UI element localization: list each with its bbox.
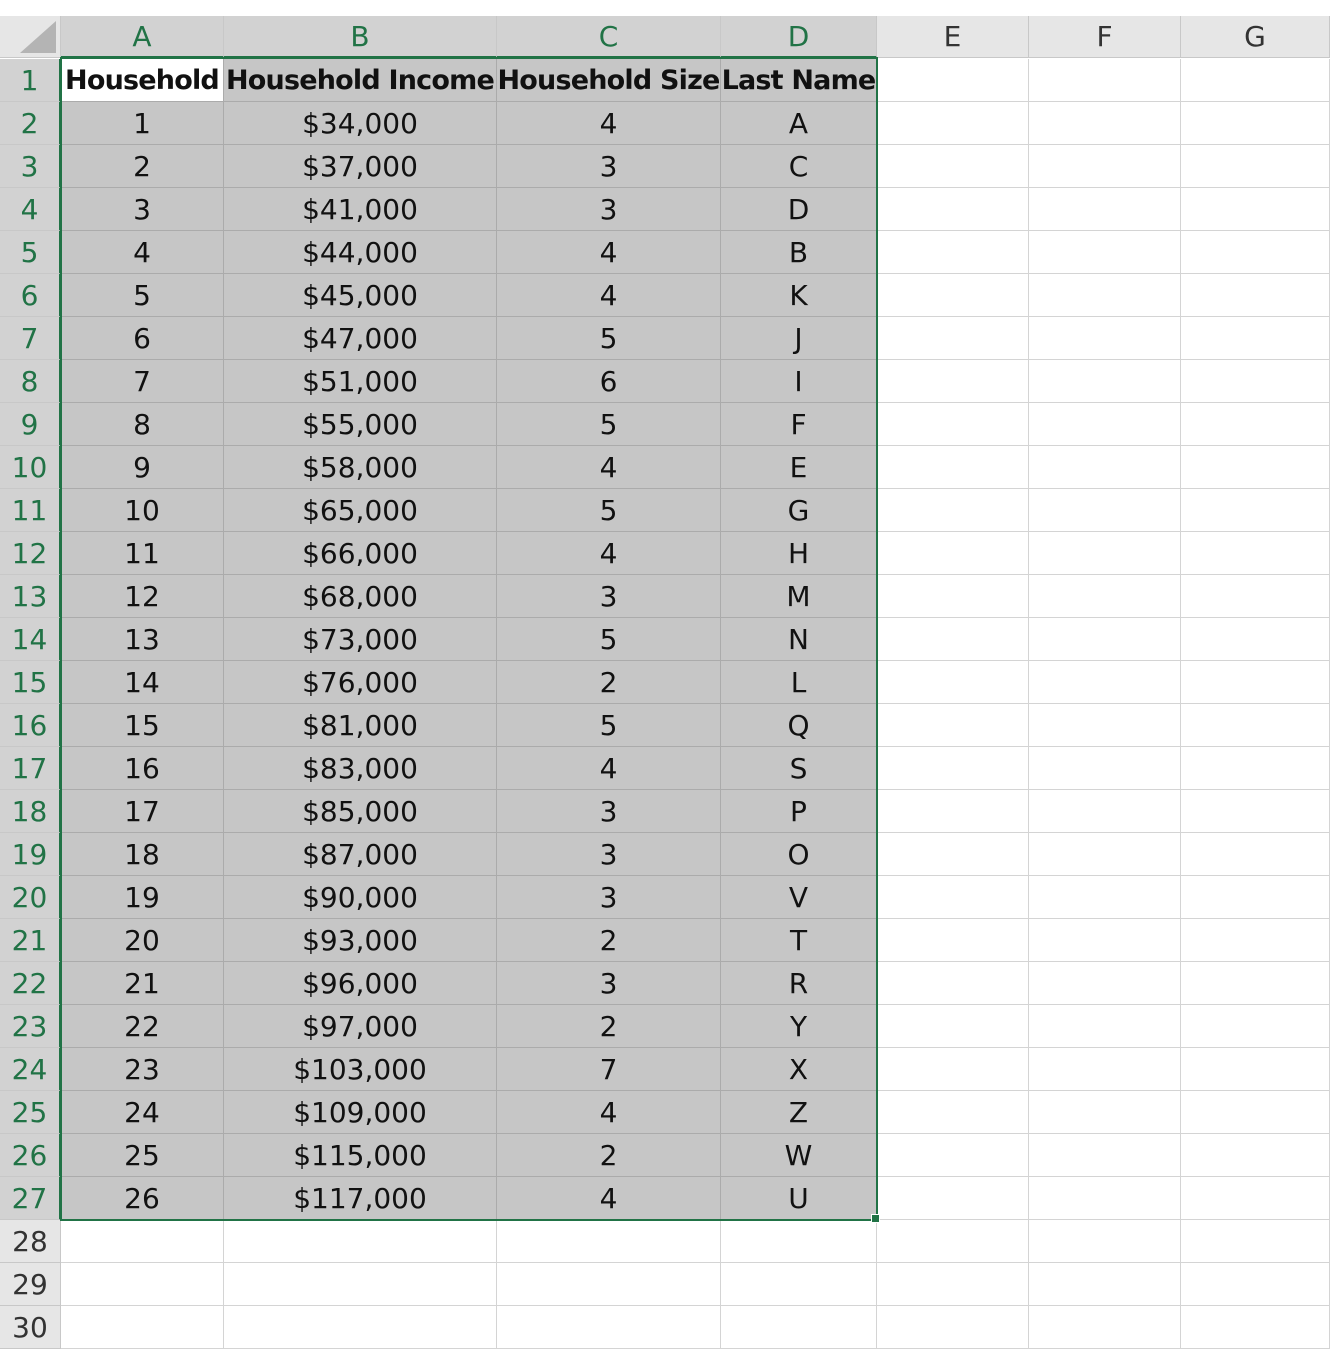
table-cell[interactable]: 4 [497, 532, 721, 575]
table-cell[interactable]: 4 [497, 1177, 721, 1220]
empty-cell[interactable] [1181, 876, 1330, 919]
table-cell[interactable]: 3 [497, 145, 721, 188]
empty-cell[interactable] [1181, 360, 1330, 403]
table-cell[interactable]: 10 [61, 489, 224, 532]
row-header-17[interactable]: 17 [0, 747, 61, 790]
row-header-27[interactable]: 27 [0, 1177, 61, 1220]
empty-cell[interactable] [1029, 403, 1181, 446]
table-cell[interactable]: 26 [61, 1177, 224, 1220]
empty-cell[interactable] [1029, 1306, 1181, 1349]
table-cell[interactable]: 2 [497, 1134, 721, 1177]
empty-cell[interactable] [877, 231, 1029, 274]
empty-cell[interactable] [877, 618, 1029, 661]
empty-cell[interactable] [1181, 1134, 1330, 1177]
table-cell[interactable]: $117,000 [224, 1177, 497, 1220]
table-cell[interactable]: 11 [61, 532, 224, 575]
table-header-cell[interactable]: Last Name [721, 59, 877, 102]
row-header-15[interactable]: 15 [0, 661, 61, 704]
table-cell[interactable]: 2 [61, 145, 224, 188]
row-header-4[interactable]: 4 [0, 188, 61, 231]
empty-cell[interactable] [721, 1263, 877, 1306]
table-cell[interactable]: $76,000 [224, 661, 497, 704]
row-header-11[interactable]: 11 [0, 489, 61, 532]
empty-cell[interactable] [1181, 1005, 1330, 1048]
table-cell[interactable]: $73,000 [224, 618, 497, 661]
empty-cell[interactable] [1029, 790, 1181, 833]
empty-cell[interactable] [877, 532, 1029, 575]
table-header-cell[interactable]: Household Size [497, 59, 721, 102]
empty-cell[interactable] [1181, 102, 1330, 145]
column-header-a[interactable]: A [61, 16, 224, 58]
fill-handle[interactable] [871, 1214, 880, 1223]
table-cell[interactable]: 19 [61, 876, 224, 919]
empty-cell[interactable] [877, 1177, 1029, 1220]
empty-cell[interactable] [1181, 790, 1330, 833]
empty-cell[interactable] [877, 274, 1029, 317]
empty-cell[interactable] [1029, 231, 1181, 274]
empty-cell[interactable] [1029, 1048, 1181, 1091]
table-cell[interactable]: I [721, 360, 877, 403]
table-cell[interactable]: E [721, 446, 877, 489]
row-header-16[interactable]: 16 [0, 704, 61, 747]
empty-cell[interactable] [1029, 532, 1181, 575]
table-cell[interactable]: S [721, 747, 877, 790]
empty-cell[interactable] [877, 575, 1029, 618]
table-cell[interactable]: $81,000 [224, 704, 497, 747]
empty-cell[interactable] [877, 102, 1029, 145]
empty-cell[interactable] [877, 489, 1029, 532]
empty-cell[interactable] [721, 1306, 877, 1349]
empty-cell[interactable] [1029, 704, 1181, 747]
table-header-cell[interactable]: Household Income [224, 59, 497, 102]
empty-cell[interactable] [877, 790, 1029, 833]
table-cell[interactable]: 5 [497, 403, 721, 446]
table-cell[interactable]: 17 [61, 790, 224, 833]
table-cell[interactable]: $97,000 [224, 1005, 497, 1048]
table-cell[interactable]: G [721, 489, 877, 532]
table-cell[interactable]: 4 [497, 274, 721, 317]
row-header-30[interactable]: 30 [0, 1306, 61, 1349]
table-cell[interactable]: $109,000 [224, 1091, 497, 1134]
empty-cell[interactable] [877, 876, 1029, 919]
select-all-button[interactable] [0, 16, 61, 58]
row-header-9[interactable]: 9 [0, 403, 61, 446]
empty-cell[interactable] [877, 59, 1029, 102]
table-cell[interactable]: 9 [61, 446, 224, 489]
empty-cell[interactable] [61, 1220, 224, 1263]
table-cell[interactable]: 5 [497, 317, 721, 360]
table-cell[interactable]: $37,000 [224, 145, 497, 188]
empty-cell[interactable] [877, 1048, 1029, 1091]
row-header-23[interactable]: 23 [0, 1005, 61, 1048]
empty-cell[interactable] [1181, 833, 1330, 876]
empty-cell[interactable] [877, 145, 1029, 188]
empty-cell[interactable] [1181, 704, 1330, 747]
table-cell[interactable]: $115,000 [224, 1134, 497, 1177]
row-header-25[interactable]: 25 [0, 1091, 61, 1134]
table-cell[interactable]: 7 [497, 1048, 721, 1091]
empty-cell[interactable] [877, 360, 1029, 403]
empty-cell[interactable] [1181, 1177, 1330, 1220]
empty-cell[interactable] [1181, 661, 1330, 704]
empty-cell[interactable] [877, 747, 1029, 790]
table-cell[interactable]: 3 [497, 575, 721, 618]
empty-cell[interactable] [61, 1306, 224, 1349]
table-cell[interactable]: 15 [61, 704, 224, 747]
row-header-26[interactable]: 26 [0, 1134, 61, 1177]
empty-cell[interactable] [1181, 575, 1330, 618]
table-cell[interactable]: $87,000 [224, 833, 497, 876]
empty-cell[interactable] [1029, 661, 1181, 704]
row-header-18[interactable]: 18 [0, 790, 61, 833]
column-header-e[interactable]: E [877, 16, 1029, 58]
empty-cell[interactable] [877, 403, 1029, 446]
table-cell[interactable]: X [721, 1048, 877, 1091]
table-cell[interactable]: F [721, 403, 877, 446]
table-cell[interactable]: 4 [497, 1091, 721, 1134]
row-header-10[interactable]: 10 [0, 446, 61, 489]
empty-cell[interactable] [877, 1134, 1029, 1177]
table-cell[interactable]: 3 [497, 962, 721, 1005]
table-cell[interactable]: M [721, 575, 877, 618]
empty-cell[interactable] [1181, 747, 1330, 790]
table-cell[interactable]: $93,000 [224, 919, 497, 962]
table-cell[interactable]: 18 [61, 833, 224, 876]
empty-cell[interactable] [497, 1263, 721, 1306]
table-cell[interactable]: 16 [61, 747, 224, 790]
empty-cell[interactable] [1181, 919, 1330, 962]
empty-cell[interactable] [1029, 1263, 1181, 1306]
table-cell[interactable]: 3 [497, 188, 721, 231]
empty-cell[interactable] [1029, 833, 1181, 876]
table-cell[interactable]: B [721, 231, 877, 274]
empty-cell[interactable] [1181, 618, 1330, 661]
table-cell[interactable]: 13 [61, 618, 224, 661]
column-header-d[interactable]: D [721, 16, 877, 58]
table-cell[interactable]: $65,000 [224, 489, 497, 532]
table-cell[interactable]: $44,000 [224, 231, 497, 274]
empty-cell[interactable] [1029, 489, 1181, 532]
table-cell[interactable]: 4 [497, 231, 721, 274]
table-cell[interactable]: 4 [497, 747, 721, 790]
table-header-cell[interactable]: Household [61, 59, 224, 102]
table-cell[interactable]: 20 [61, 919, 224, 962]
row-header-6[interactable]: 6 [0, 274, 61, 317]
table-cell[interactable]: 4 [497, 102, 721, 145]
empty-cell[interactable] [61, 1263, 224, 1306]
table-cell[interactable]: 4 [61, 231, 224, 274]
table-cell[interactable]: 8 [61, 403, 224, 446]
empty-cell[interactable] [1029, 102, 1181, 145]
empty-cell[interactable] [877, 188, 1029, 231]
empty-cell[interactable] [1029, 618, 1181, 661]
column-header-b[interactable]: B [224, 16, 497, 58]
row-header-1[interactable]: 1 [0, 59, 61, 102]
empty-cell[interactable] [1181, 1220, 1330, 1263]
table-cell[interactable]: J [721, 317, 877, 360]
empty-cell[interactable] [1029, 1177, 1181, 1220]
empty-cell[interactable] [1181, 1263, 1330, 1306]
empty-cell[interactable] [1029, 575, 1181, 618]
empty-cell[interactable] [1181, 1091, 1330, 1134]
empty-cell[interactable] [1029, 274, 1181, 317]
empty-cell[interactable] [1029, 317, 1181, 360]
row-header-8[interactable]: 8 [0, 360, 61, 403]
table-cell[interactable]: $103,000 [224, 1048, 497, 1091]
empty-cell[interactable] [1029, 145, 1181, 188]
select-all-triangle-icon [20, 21, 56, 53]
table-cell[interactable]: Z [721, 1091, 877, 1134]
empty-cell[interactable] [1181, 403, 1330, 446]
row-header-2[interactable]: 2 [0, 102, 61, 145]
empty-cell[interactable] [877, 962, 1029, 1005]
column-header-c[interactable]: C [497, 16, 721, 58]
empty-cell[interactable] [497, 1306, 721, 1349]
table-cell[interactable]: 25 [61, 1134, 224, 1177]
empty-cell[interactable] [1181, 446, 1330, 489]
table-cell[interactable]: 22 [61, 1005, 224, 1048]
table-cell[interactable]: 7 [61, 360, 224, 403]
empty-cell[interactable] [1029, 747, 1181, 790]
empty-cell[interactable] [1029, 1220, 1181, 1263]
table-cell[interactable]: $90,000 [224, 876, 497, 919]
row-header-7[interactable]: 7 [0, 317, 61, 360]
empty-cell[interactable] [877, 1263, 1029, 1306]
table-cell[interactable]: U [721, 1177, 877, 1220]
empty-cell[interactable] [721, 1220, 877, 1263]
row-header-29[interactable]: 29 [0, 1263, 61, 1306]
table-cell[interactable]: $66,000 [224, 532, 497, 575]
row-header-20[interactable]: 20 [0, 876, 61, 919]
table-cell[interactable]: Y [721, 1005, 877, 1048]
row-header-24[interactable]: 24 [0, 1048, 61, 1091]
empty-cell[interactable] [1181, 231, 1330, 274]
table-cell[interactable]: Q [721, 704, 877, 747]
table-cell[interactable]: $55,000 [224, 403, 497, 446]
table-cell[interactable]: P [721, 790, 877, 833]
empty-cell[interactable] [1181, 274, 1330, 317]
empty-cell[interactable] [1181, 59, 1330, 102]
table-cell[interactable]: 3 [61, 188, 224, 231]
empty-cell[interactable] [1029, 59, 1181, 102]
table-cell[interactable]: 24 [61, 1091, 224, 1134]
empty-cell[interactable] [1181, 1048, 1330, 1091]
column-header-f[interactable]: F [1029, 16, 1181, 58]
empty-cell[interactable] [1029, 1091, 1181, 1134]
empty-cell[interactable] [1029, 919, 1181, 962]
table-cell[interactable]: T [721, 919, 877, 962]
empty-cell[interactable] [877, 661, 1029, 704]
table-cell[interactable]: 6 [497, 360, 721, 403]
empty-cell[interactable] [877, 833, 1029, 876]
table-cell[interactable]: 23 [61, 1048, 224, 1091]
empty-cell[interactable] [224, 1263, 497, 1306]
table-cell[interactable]: 6 [61, 317, 224, 360]
table-cell[interactable]: 21 [61, 962, 224, 1005]
empty-cell[interactable] [497, 1220, 721, 1263]
empty-cell[interactable] [1029, 1005, 1181, 1048]
empty-cell[interactable] [877, 1091, 1029, 1134]
table-cell[interactable]: 5 [61, 274, 224, 317]
empty-cell[interactable] [1181, 1306, 1330, 1349]
empty-cell[interactable] [877, 317, 1029, 360]
table-cell[interactable]: 2 [497, 919, 721, 962]
empty-cell[interactable] [1181, 188, 1330, 231]
row-header-28[interactable]: 28 [0, 1220, 61, 1263]
table-cell[interactable]: 5 [497, 489, 721, 532]
empty-cell[interactable] [877, 1005, 1029, 1048]
row-header-12[interactable]: 12 [0, 532, 61, 575]
empty-cell[interactable] [877, 1306, 1029, 1349]
table-cell[interactable]: L [721, 661, 877, 704]
empty-cell[interactable] [877, 1220, 1029, 1263]
table-cell[interactable]: $85,000 [224, 790, 497, 833]
table-cell[interactable]: R [721, 962, 877, 1005]
column-header-g[interactable]: G [1181, 16, 1330, 58]
table-cell[interactable]: 2 [497, 661, 721, 704]
empty-cell[interactable] [1029, 360, 1181, 403]
empty-cell[interactable] [877, 446, 1029, 489]
row-header-22[interactable]: 22 [0, 962, 61, 1005]
empty-cell[interactable] [1181, 317, 1330, 360]
empty-cell[interactable] [224, 1306, 497, 1349]
table-cell[interactable]: 3 [497, 790, 721, 833]
empty-cell[interactable] [877, 919, 1029, 962]
table-cell[interactable]: 3 [497, 876, 721, 919]
empty-cell[interactable] [224, 1220, 497, 1263]
table-cell[interactable]: $34,000 [224, 102, 497, 145]
table-cell[interactable]: 5 [497, 618, 721, 661]
empty-cell[interactable] [1181, 489, 1330, 532]
table-cell[interactable]: $47,000 [224, 317, 497, 360]
empty-cell[interactable] [1029, 188, 1181, 231]
empty-cell[interactable] [1181, 532, 1330, 575]
table-cell[interactable]: V [721, 876, 877, 919]
empty-cell[interactable] [1029, 446, 1181, 489]
row-header-3[interactable]: 3 [0, 145, 61, 188]
table-cell[interactable]: O [721, 833, 877, 876]
table-cell[interactable]: W [721, 1134, 877, 1177]
empty-cell[interactable] [1029, 1134, 1181, 1177]
table-cell[interactable]: D [721, 188, 877, 231]
row-header-13[interactable]: 13 [0, 575, 61, 618]
empty-cell[interactable] [1029, 962, 1181, 1005]
table-cell[interactable]: N [721, 618, 877, 661]
empty-cell[interactable] [1181, 145, 1330, 188]
table-cell[interactable]: $45,000 [224, 274, 497, 317]
empty-cell[interactable] [877, 704, 1029, 747]
table-cell[interactable]: $83,000 [224, 747, 497, 790]
table-cell[interactable]: $96,000 [224, 962, 497, 1005]
empty-cell[interactable] [1029, 876, 1181, 919]
table-cell[interactable]: $58,000 [224, 446, 497, 489]
row-header-21[interactable]: 21 [0, 919, 61, 962]
table-cell[interactable]: K [721, 274, 877, 317]
table-cell[interactable]: $51,000 [224, 360, 497, 403]
row-header-19[interactable]: 19 [0, 833, 61, 876]
table-cell[interactable]: A [721, 102, 877, 145]
table-cell[interactable]: 14 [61, 661, 224, 704]
row-header-5[interactable]: 5 [0, 231, 61, 274]
table-cell[interactable]: 2 [497, 1005, 721, 1048]
table-cell[interactable]: $41,000 [224, 188, 497, 231]
table-cell[interactable]: C [721, 145, 877, 188]
table-cell[interactable]: 3 [497, 833, 721, 876]
row-header-14[interactable]: 14 [0, 618, 61, 661]
empty-cell[interactable] [1181, 962, 1330, 1005]
table-cell[interactable]: $68,000 [224, 575, 497, 618]
table-cell[interactable]: 1 [61, 102, 224, 145]
table-cell[interactable]: 5 [497, 704, 721, 747]
table-cell[interactable]: 12 [61, 575, 224, 618]
table-cell[interactable]: H [721, 532, 877, 575]
table-cell[interactable]: 4 [497, 446, 721, 489]
